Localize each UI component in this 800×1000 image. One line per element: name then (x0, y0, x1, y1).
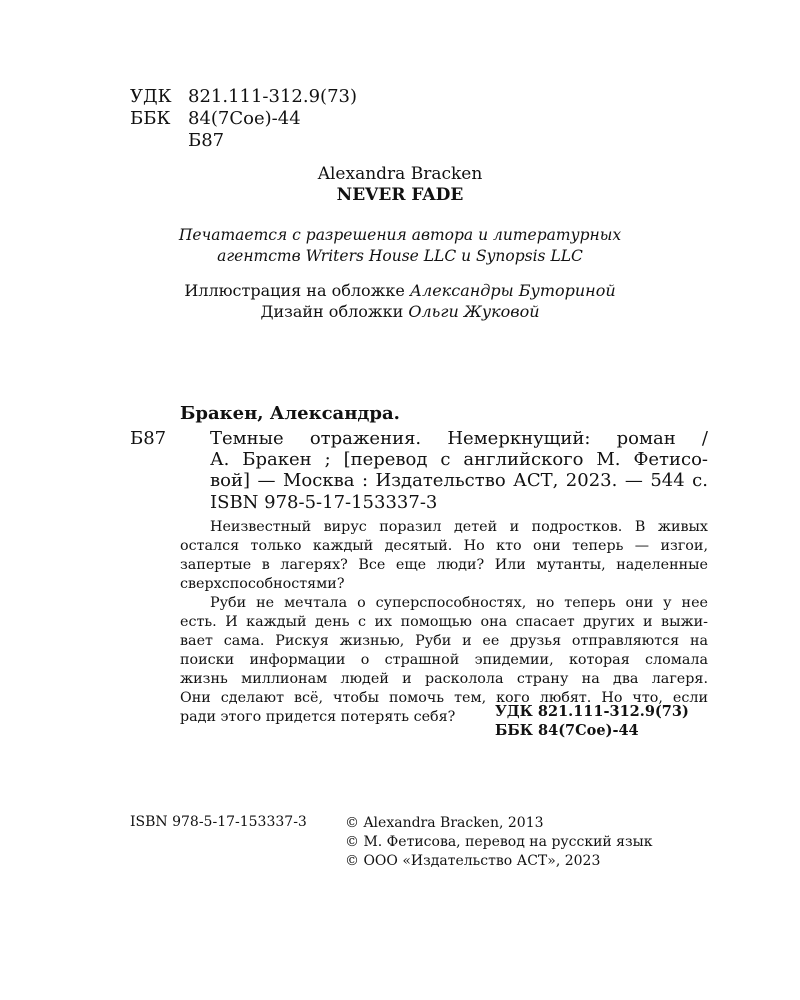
annotation-line: Неизвестный вирус поразил детей и подростков. В живых (210, 519, 708, 535)
design-label: Дизайн обложки (260, 302, 409, 321)
permission-note (0, 225, 800, 267)
original-title: NEVER FADE (336, 185, 464, 205)
permission-line-2: агентств Writers House LLC и Synopsis LLC (217, 247, 583, 265)
author-mark-row (130, 130, 357, 152)
annotation-line: Они сделают всё, чтобы помочь тем, кого любят. Но что, если (180, 690, 708, 706)
annotation-line: остался только каждый десятый. Но кто они теперь — изгои, (180, 538, 708, 554)
bbk-bold: ББК 84(7Сое)-44 (495, 722, 639, 739)
copyright-line: © Alexandra Bracken, 2013 (345, 815, 544, 831)
classification-codes-bold (495, 702, 689, 740)
annotation-paragraph-1 (180, 518, 708, 594)
copyright-line: © ООО «Издательство АСТ», 2023 (345, 853, 601, 869)
design-name: Ольги Жуковой (408, 302, 540, 321)
bbk-label: ББК (130, 108, 171, 129)
bbk-value: 84(7Сое)-44 (188, 108, 301, 129)
entry-mark: Б87 (130, 428, 167, 449)
annotation-line: сверхспособностями? (180, 576, 345, 592)
original-author: Alexandra Bracken (317, 164, 483, 184)
annotation (180, 518, 708, 727)
annotation-line: вает сама. Рискуя жизнью, Руби и ее друзья отправляются на (180, 633, 708, 649)
entry-desc-line: А. Бракен ; [перевод с английского М. Фетисо- (210, 449, 708, 470)
classification-block (130, 86, 357, 152)
copyright-block (345, 814, 653, 871)
annotation-line: жизнь миллионам людей и расколола страну на два лагеря. (180, 671, 708, 687)
permission-line-1: Печатается с разрешения автора и литературных (178, 226, 622, 244)
annotation-line: поиски информации о страшной эпидемии, которая сломала (180, 652, 708, 668)
entry-author: Бракен, Александра. (180, 403, 400, 424)
footer-isbn: ISBN 978-5-17-153337-3 (130, 814, 307, 830)
author-mark: Б87 (188, 130, 225, 151)
annotation-line: Руби не мечтала о суперспособностях, но теперь они у нее (210, 595, 708, 611)
annotation-line: ради этого придется потерять себя? (180, 709, 456, 725)
annotation-line: есть. И каждый день с их помощью она спасает других и выжи- (180, 614, 708, 630)
bbk-row (130, 108, 357, 130)
copyright-line: © М. Фетисова, перевод на русский язык (345, 834, 653, 850)
illustration-credit (0, 280, 800, 301)
annotation-line: запертые в лагерях? Все еще люди? Или мутанты, наделенные (180, 557, 708, 573)
udk-label: УДК (130, 86, 172, 107)
illustration-label: Иллюстрация на обложке (184, 281, 410, 300)
udk-row (130, 86, 357, 108)
design-credit (0, 301, 800, 322)
entry-description (210, 428, 708, 491)
cover-credits (0, 280, 800, 322)
entry-desc-line: Темные отражения. Немеркнущий: роман / (210, 428, 708, 449)
udk-value: 821.111-312.9(73) (188, 86, 357, 107)
entry-isbn: ISBN 978-5-17-153337-3 (210, 492, 438, 513)
udk-bold: УДК 821.111-312.9(73) (495, 703, 689, 720)
entry-desc-line: вой] — Москва : Издательство АСТ, 2023. — 544 с. (210, 470, 708, 491)
illustration-name: Александры Буториной (409, 281, 616, 300)
